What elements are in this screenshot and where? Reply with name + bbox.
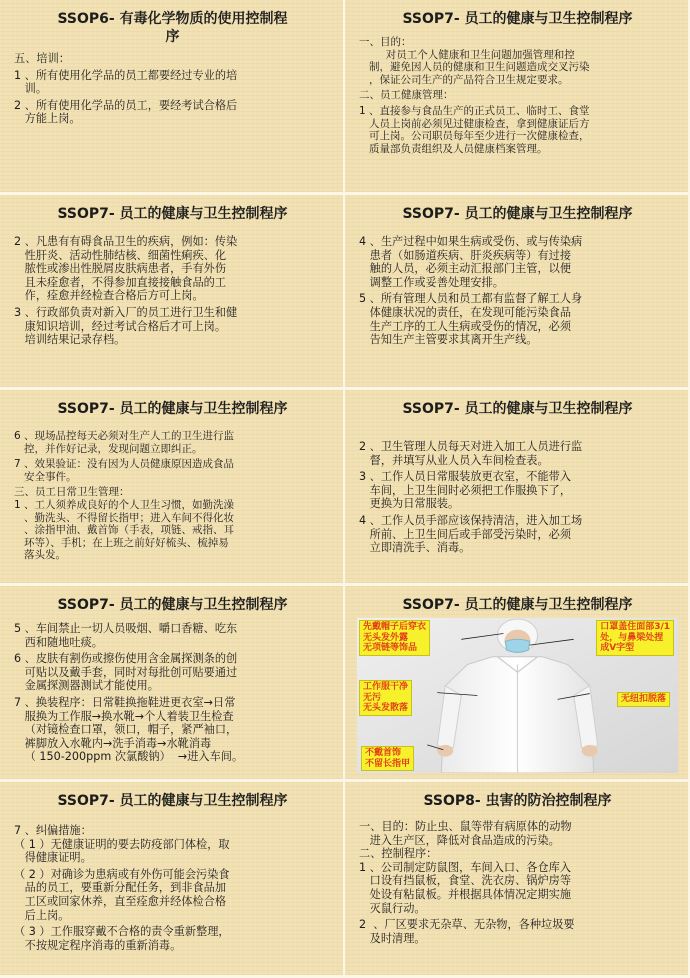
text-line: 7 、效果验证：没有因为人员健康原因造成食品 安全事件。	[14, 458, 235, 483]
text-line: （ 3 ）工作服穿戴不合格的责令重新整理， 不按规定程序消毒的重新消毒。	[14, 925, 230, 952]
slide-title: SSOP6- 有毒化学物质的使用控制程 序	[57, 11, 288, 45]
text-line: 3 、工作人员日常服装放更衣室，不能带入 车间，上卫生间时必须把工作服换下了， 更换为日常服装。	[359, 470, 572, 511]
callout-mask-fit: 口罩盖住面部3/1 处，与鼻梁处捏 成V字型	[596, 620, 674, 656]
slide-title: SSOP7- 员工的健康与卫生控制程序	[57, 206, 288, 222]
text-line: 2 、凡患有有碍食品卫生的疾病，例如：传染 性肝炎、活动性肺结核、细菌性痢疾、化 脓性或渗出性脱屑皮肤病患者，手有外伤 且未痊愈者，不得参加直接接触食品的工 作，痊愈并经检查合格后方可上岗。	[14, 235, 238, 303]
slide-body	[14, 824, 331, 952]
slide-ssop7-dress-photo	[345, 586, 690, 782]
slide-body	[359, 235, 676, 347]
text-line: 1 、所有使用化学品的员工都要经过专业的培 训。	[14, 68, 238, 96]
text-line: （ 1 ）无健康证明的要去防疫部门体检，取 得健康证明。	[14, 837, 230, 865]
slide-body	[14, 52, 331, 126]
slide-title: SSOP7- 员工的健康与卫生控制程序	[57, 793, 288, 809]
callout-no-jewelry-nails: 不戴首饰 不留长指甲	[361, 746, 414, 771]
text-line: 一、目的：	[359, 36, 412, 48]
slide-body	[14, 235, 331, 347]
text-line: 三、员工日常卫生管理：	[14, 486, 130, 499]
slide-title: SSOP7- 员工的健康与卫生控制程序	[402, 11, 633, 27]
slide-ssop6-training	[0, 0, 345, 195]
slide-title: SSOP7- 员工的健康与卫生控制程序	[402, 206, 633, 222]
slide-ssop7-monitoring	[0, 390, 345, 586]
text-line: 2 、所有使用化学品的员工，要经考试合格后 方能上岗。	[14, 98, 238, 126]
slide-ssop7-purpose	[345, 0, 690, 195]
slide-ssop7-disease	[0, 195, 345, 390]
slide-title: SSOP7- 员工的健康与卫生控制程序	[402, 597, 633, 613]
slide-body	[359, 440, 676, 555]
slide-ssop7-supervision	[345, 390, 690, 586]
slide-body	[359, 36, 676, 155]
text-line: 7 、换装程序：日常鞋换拖鞋进更衣室→日常 服换为工作服→换水靴→个人着装卫生检查 （对镜检查口罩，领口，帽子，紧严袖口， 裤脚放入水靴内→洗手消毒→水靴消毒 （ 150-200ppm 次氯酸钠） →进入车间。	[14, 695, 244, 764]
callout-cap-first: 先戴帽子后穿衣 无头发外露 无项链等饰品	[359, 620, 430, 656]
text-line: 1 、直接参与食品生产的正式员工、临时工、食堂 人员上岗前必须见过健康检查，拿到健康证后方 可上岗。公司职员每年至少进行一次健康检查， 质量部负责组织及人员健康档案管理。	[359, 104, 590, 155]
text-line: 二、员工健康管理：	[359, 89, 454, 102]
slide-title: SSOP7- 员工的健康与卫生控制程序	[57, 597, 288, 613]
text-line: 5 、所有管理人员和员工都有监督了解工人身 体健康状况的责任，在发现可能污染食品 生产工序的工人生病或受伤的情况，必须 告知生产主管要求其离开生产线。	[359, 292, 583, 347]
text-line: 1 、工人须养成良好的个人卫生习惯，如勤洗澡 、勤洗头、不得留长指甲；进入车间不得化妆 、涂指甲油、戴首饰（手表，项链、戒指、耳 环等）、手机；在上班之前好好梳头、梳掉易 落头发。	[14, 498, 235, 562]
callout-clean-uniform: 工作服干净 无污 无头发散落	[359, 680, 412, 716]
worker-uniform-photo	[357, 618, 678, 773]
slide-ssop7-workshop-rules	[0, 586, 345, 782]
slide-title: SSOP7- 员工的健康与卫生控制程序	[57, 401, 288, 417]
text-line: 5 、车间禁止一切人员吸烟、嚼口香糖、吃东 西和随地吐痰。	[14, 622, 238, 649]
text-line: 二、控制程序：	[359, 847, 438, 861]
slide-ssop7-illness-report	[345, 195, 690, 390]
slide-body	[14, 430, 331, 562]
text-line: 1 、公司制定防鼠图，车间入口、各仓库入 口设有挡鼠板，食堂、洗衣房、锅炉房等 处设有粘鼠板。并根据具体情况定期实施 灭鼠行动。	[359, 860, 572, 915]
text-line: 一、目的：防止虫、鼠等带有病原体的动物 进入生产区，降低对食品造成的污染。	[359, 820, 572, 847]
callout-no-missing-buttons: 无纽扣脱落	[617, 692, 670, 707]
text-line: 4 、生产过程中如果生病或受伤、或与传染病 患者（如肠道疾病、肝炎疾病等）有过接 触的人员，必须主动汇报部门主管，以便 调整工作或妥善处理安排。	[359, 235, 583, 289]
text-line: 五、培训：	[14, 52, 70, 65]
text-line: 6 、皮肤有割伤或擦伤使用含金属探测条的创 可贴以及戴手套，同时对每批创可贴要通过 金属探测器测试才能使用。	[14, 652, 238, 693]
text-line: 3 、行政部负责对新入厂的员工进行卫生和健 康知识培训，经过考试合格后才可上岗。 培训结果记录存档。	[14, 305, 238, 347]
slide-ssop8-pest-control	[345, 782, 690, 978]
slide-title: SSOP7- 员工的健康与卫生控制程序	[402, 401, 633, 417]
text-line: 2 、厂区要求无杂草、无杂物，各种垃圾要 及时清理。	[359, 918, 575, 945]
text-line: （ 2 ）对确诊为患病或有外伤可能会污染食 品的员工，要重新分配任务，到非食品加 工区或回家休养，直至痊愈并经体检合格 后上岗。	[14, 867, 230, 922]
text-line: 对员工个人健康和卫生问题加强管理和控 制，避免因人员的健康和卫生问题造成交叉污染 ，保证公司生产的产品符合卫生规定要求。	[369, 48, 590, 86]
text-line: 4 、工作人员手部应该保持清洁，进入加工场 所前、上卫生间后或手部受污染时，必须 立即清洗手、消毒。	[359, 513, 583, 555]
text-line: 2 、卫生管理人员每天对进入加工人员进行监 督，并填写从业人员入车间检查表。	[359, 440, 583, 467]
text-line: 6 、现场品控每天必须对生产人工的卫生进行监 控，并作好记录，发现问题立即纠正。	[14, 430, 235, 455]
slide-body	[14, 622, 331, 764]
slide-title: SSOP8- 虫害的防治控制程序	[423, 793, 612, 809]
slide-body	[359, 820, 676, 945]
text-line: 7 、纠偏措施：	[14, 824, 92, 837]
slide-ssop7-corrective	[0, 782, 345, 978]
